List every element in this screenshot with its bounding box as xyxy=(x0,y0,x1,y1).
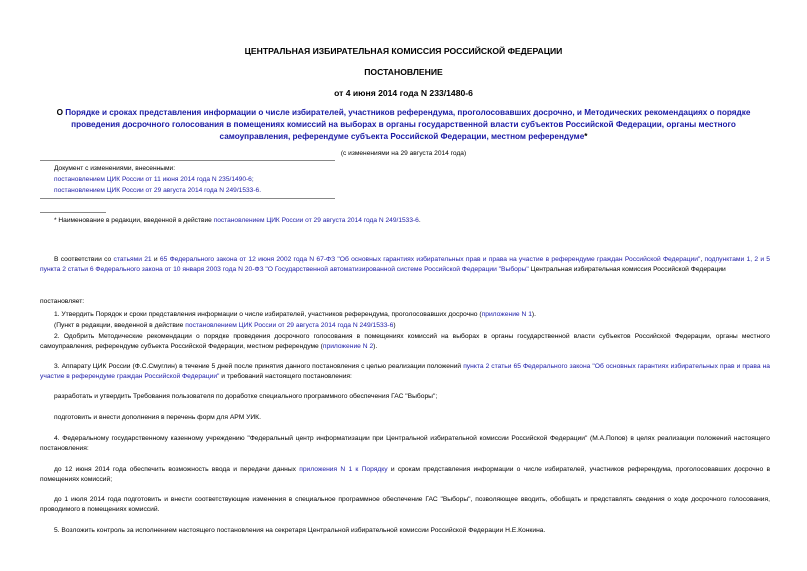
clause-3 xyxy=(40,362,770,382)
preamble-text-1: В соответствии со xyxy=(54,256,114,263)
preamble-link-1[interactable]: статьями 21 xyxy=(113,256,152,263)
preamble-text-3: , xyxy=(700,256,705,263)
change-link-2[interactable]: постановлением ЦИК России от 29 августа 2014 года N 249/1533-6. xyxy=(54,187,262,194)
footnote xyxy=(54,216,774,225)
clause-3a: разработать и утвердить Требования пользователя по доработке специального программного обеспечения ГАС "Выборы"; xyxy=(54,393,438,400)
clause-3-end: и требований настоящего постановления: xyxy=(219,373,352,380)
clause-1-note xyxy=(40,321,770,331)
clause-2-end: ). xyxy=(373,343,378,350)
preamble-text-4: Центральная избирательная комиссия Российской Федерации xyxy=(528,266,726,273)
clause-1-note-end: ) xyxy=(393,322,396,329)
doc-type: ПОСТАНОВЛЕНИЕ xyxy=(364,67,443,77)
clause-1-end: ). xyxy=(531,311,537,318)
clause-4: 4. Федеральному государственному казенному учреждению "Федеральный центр информатизации при Центральной избирательной комиссии Российской Федерации" (М.А.Попов) в целях реализации положений настоящего постановления: xyxy=(40,435,770,452)
footnote-end: . xyxy=(418,217,421,224)
clause-2 xyxy=(40,332,770,352)
clause-3-link[interactable]: пункта 2 статьи 65 Федерального закона "Об основных гарантиях избирательных прав и права на участие в референдуме граждан Российской Федерации" xyxy=(40,363,771,380)
clause-2-link[interactable]: приложение N 2 xyxy=(322,343,374,350)
changes-box xyxy=(54,163,344,196)
preamble-text-2: и xyxy=(151,256,160,263)
clause-4a-text: до 12 июня 2014 года обеспечить возможность ввода и передачи данных xyxy=(54,466,300,473)
clause-4b: до 1 июля 2014 года подготовить и внести соответствующие изменения в специальное программное обеспечение ГАС "Выборы", позволяющее вводить, обобщать и представлять сведения о ходе досрочного голосования, проводимого в помещениях комиссий. xyxy=(40,496,770,513)
clause-1-note-text: (Пункт в редакции, введенной в действие xyxy=(54,322,186,329)
preamble xyxy=(40,255,770,275)
clause-1-note-link[interactable]: постановлением ЦИК России от 29 августа 2014 года N 249/1533-6 xyxy=(185,322,394,329)
footnote-divider xyxy=(40,212,106,213)
changes-label: Документ с изменениями, внесенными: xyxy=(54,165,176,172)
doc-date-number: от 4 июня 2014 года N 233/1480-6 xyxy=(334,88,473,98)
clause-3b: подготовить и внести дополнения в перечень форм для АРМ УИК. xyxy=(54,414,261,421)
clause-2-text: 2. Одобрить Методические рекомендации о порядке проведения досрочного голосования в помещениях комиссий на выборах в органы государственной власти субъектов Российской Федерации, органы местного самоуправления, референдуме субъекта Российской Федерации, местном референдуме ( xyxy=(40,333,770,350)
org-name: ЦЕНТРАЛЬНАЯ ИЗБИРАТЕЛЬНАЯ КОМИССИЯ РОССИЙСКОЙ ФЕДЕРАЦИИ xyxy=(244,46,563,56)
changes-bottom-divider xyxy=(40,198,335,199)
footnote-link[interactable]: постановлением ЦИК России от 29 августа 2014 года N 249/1533-6 xyxy=(213,217,419,224)
preamble-link-3[interactable]: подпунктами 1, 2 и 5 пункта 2 статьи 6 Федерального закона от 10 января 2003 года N 20-ФЗ "О Государственной автоматизированной системе Российской Федерации "Выборы" xyxy=(40,256,771,273)
clause-1-link[interactable]: приложение N 1 xyxy=(481,311,532,318)
title-link[interactable]: Порядке и сроках представления информации о числе избирателей, участников референдума, проголосовавших досрочно, и Методических рекомендациях о порядке проведения досрочного голосования в помещениях комиссий на выборах в органы государственной власти субъектов Российской Федерации, органы местного самоуправления, референдуме субъекта Российской Федерации, местном референдуме xyxy=(65,108,751,141)
clause-5: 5. Возложить контроль за исполнением настоящего постановления на секретаря Центральной избирательной комиссии Российской Федерации Н.Е.Конкина. xyxy=(54,527,546,534)
doc-title xyxy=(36,107,771,143)
resolves-label: постановляет: xyxy=(40,298,85,305)
footnote-text: * Наименование в редакции, введенной в действие xyxy=(54,217,214,224)
title-suffix: * xyxy=(584,132,588,141)
clause-4a-link[interactable]: приложения N 1 к Порядку xyxy=(299,466,388,473)
change-link-1[interactable]: постановлением ЦИК России от 11 июня 2014 года N 235/1490-6; xyxy=(54,176,254,183)
clause-1-text: 1. Утвердить Порядок и сроки представления информации о числе избирателей, участников референдума, проголосовавших досрочно ( xyxy=(54,311,482,318)
clause-4a-end: и срокам представления информации о числе избирателей, участников референдума, проголосовавших досрочно в помещениях комиссий; xyxy=(40,466,770,483)
changes-top-divider xyxy=(40,160,335,161)
clause-3-text: 3. Аппарату ЦИК России (Ф.С.Смуглин) в течение 5 дней после принятия данного постановления с целью реализации положений xyxy=(54,363,464,370)
amended-note: (с изменениями на 29 августа 2014 года) xyxy=(340,150,467,157)
title-prefix: О xyxy=(56,108,66,117)
clause-1 xyxy=(40,310,770,320)
preamble-link-2[interactable]: 65 Федерального закона от 12 июня 2002 года N 67-ФЗ "Об основных гарантиях избирательных прав и права на участие в референдуме граждан Российской Федерации" xyxy=(159,256,701,263)
clause-4a xyxy=(40,465,770,485)
